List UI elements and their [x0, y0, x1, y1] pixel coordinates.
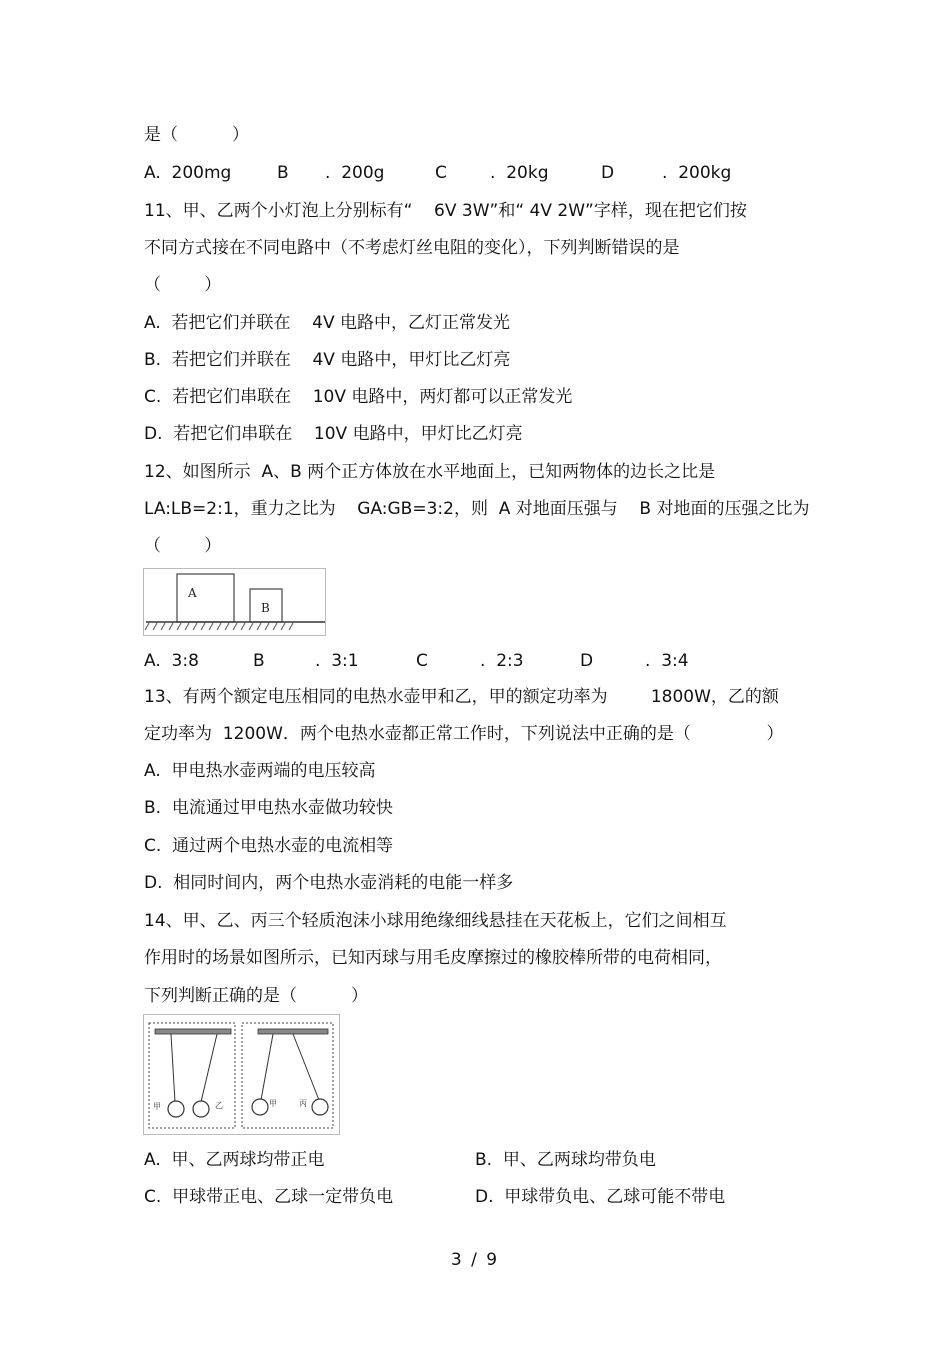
q12-stem-line1: 12、如图所示 A、B 两个正方体放在水平地面上，已知两物体的边长之比是 — [144, 462, 716, 482]
page-number: 3 / 9 — [450, 1250, 500, 1270]
q10-option-c: . 20kg — [490, 163, 549, 183]
q11-stem-line2: 不同方式接在不同电路中（不考虑灯丝电阻的变化），下列判断错误的是 — [144, 238, 680, 258]
q13-stem-line2: 定功率为 1200W．两个电热水壶都正常工作时，下列说法中正确的是（ ） — [144, 724, 784, 744]
q13-option-c: C. 通过两个电热水壶的电流相等 — [144, 836, 394, 856]
right-mark-2: 丙 — [299, 1099, 307, 1108]
left-ball-1 — [168, 1101, 184, 1117]
right-ball-2 — [312, 1099, 328, 1115]
q14-stem-line3: 下列判断正确的是（ ） — [144, 986, 369, 1006]
right-ball-1 — [252, 1099, 268, 1115]
q10-option-b: . 200g — [325, 163, 385, 183]
q12-answer-paren: （ ） — [144, 536, 222, 556]
q13-stem-line1: 13、有两个额定电压相同的电热水壶甲和乙，甲的额定功率为 1800W，乙的额 — [144, 687, 779, 707]
q10-option-d: . 200kg — [662, 163, 732, 183]
right-mark-1: 甲 — [269, 1099, 277, 1108]
q12-option-b-letter: B — [253, 651, 265, 671]
q14-option-d: D. 甲球带负电、乙球可能不带电 — [475, 1187, 726, 1207]
q14-option-a: A. 甲、乙两球均带正电 — [144, 1150, 325, 1170]
q12-blocks-figure — [143, 568, 326, 636]
q10-option-d-letter: D — [601, 163, 615, 183]
q12-option-c-letter: C — [416, 651, 428, 671]
q12-option-d: . 3:4 — [645, 651, 689, 671]
right-ceiling — [258, 1029, 328, 1034]
q13-option-b: B. 电流通过甲电热水壶做功较快 — [144, 798, 393, 818]
q11-option-c: C. 若把它们串联在 10V 电路中，两灯都可以正常发光 — [144, 387, 573, 407]
q10-stem: 是（ ） — [144, 125, 250, 145]
q11-option-d: D. 若把它们串联在 10V 电路中，甲灯比乙灯亮 — [144, 424, 523, 444]
q10-option-a: A. 200mg — [144, 163, 232, 183]
left-mark-1: 甲 — [153, 1102, 161, 1111]
block-a — [177, 574, 234, 622]
q12-option-d-letter: D — [580, 651, 594, 671]
q11-answer-paren: （ ） — [144, 275, 222, 295]
left-ceiling — [155, 1029, 231, 1034]
left-mark-2: 乙 — [215, 1101, 223, 1110]
q11-option-a: A. 若把它们并联在 4V 电路中，乙灯正常发光 — [144, 313, 511, 333]
left-ball-2 — [193, 1101, 209, 1117]
q13-option-d: D. 相同时间内，两个电热水壶消耗的电能一样多 — [144, 873, 514, 893]
q14-stem-line1: 14、甲、乙、丙三个轻质泡沫小球用绝缘细线悬挂在天花板上，它们之间相互 — [144, 911, 727, 931]
q14-pendulum-figure — [143, 1014, 340, 1135]
q14-stem-line2: 作用时的场景如图所示，已知丙球与用毛皮摩擦过的橡胶棒所带的电荷相同， — [144, 948, 722, 968]
q12-stem-line2: LA:LB=2:1，重力之比为 GA:GB=3:2，则 A 对地面压强与 B 对地面的压强之比为 — [144, 499, 810, 519]
block-b-label: B — [261, 601, 270, 615]
q14-option-b: B. 甲、乙两球均带负电 — [475, 1150, 656, 1170]
q10-option-b-letter: B — [277, 163, 289, 183]
q12-option-b: . 3:1 — [315, 651, 359, 671]
q10-option-c-letter: C — [435, 163, 447, 183]
q11-option-b: B. 若把它们并联在 4V 电路中，甲灯比乙灯亮 — [144, 350, 511, 370]
q12-option-c: . 2:3 — [480, 651, 524, 671]
block-a-label: A — [188, 586, 197, 600]
q12-option-a: A. 3:8 — [144, 651, 199, 671]
q14-option-c: C. 甲球带正电、乙球一定带负电 — [144, 1187, 394, 1207]
q13-option-a: A. 甲电热水壶两端的电压较高 — [144, 761, 376, 781]
q11-stem-line1: 11、甲、乙两个小灯泡上分别标有“ 6V 3W”和“ 4V 2W”字样，现在把它们按 — [144, 201, 747, 221]
